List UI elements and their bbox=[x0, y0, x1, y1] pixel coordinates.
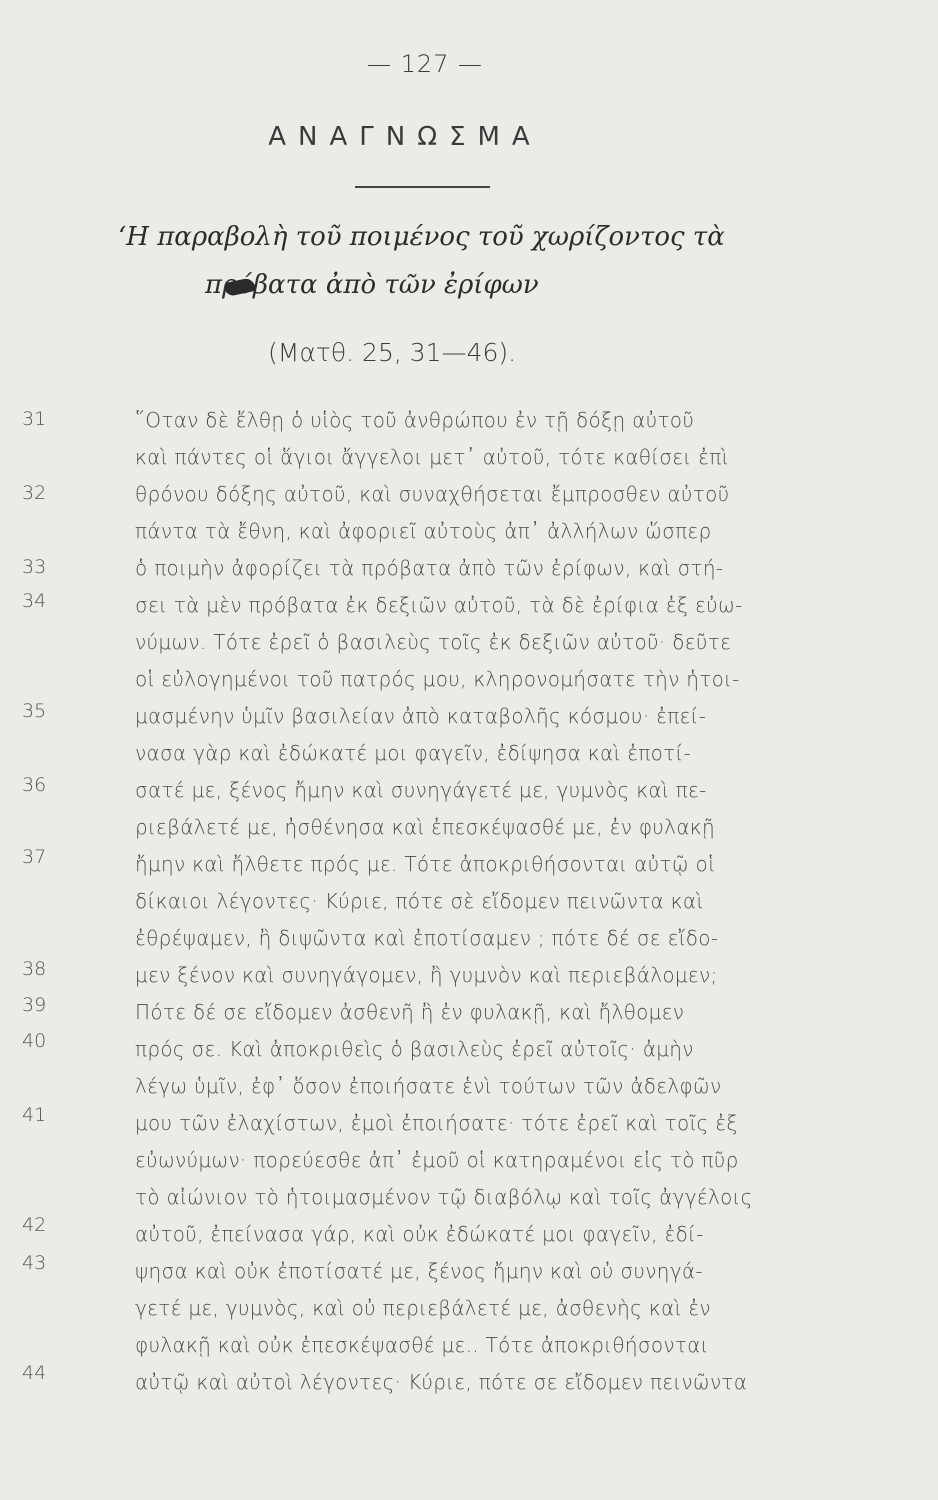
text-line: αὐτῷ καὶ αὐτοὶ λέγοντες· Κύριε, πότε σε εἴδομεν πεινῶντα bbox=[135, 1370, 748, 1394]
text-line: φυλακῇ καὶ οὐκ ἐπεσκέψασθέ με.. Τότε ἀποκριθήσονται bbox=[135, 1333, 709, 1357]
text-line: Πότε δέ σε εἴδομεν ἀσθενῆ ἢ ἐν φυλακῇ, καὶ ἤλθομεν bbox=[135, 1000, 685, 1024]
verse-number: 39 bbox=[22, 994, 47, 1016]
text-line: λέγω ὑμῖν, ἐφ᾽ ὅσον ἐποιήσατε ἑνὶ τούτων τῶν ἀδελφῶν bbox=[135, 1074, 722, 1098]
text-line: σατέ με, ξένος ἤμην καὶ συνηγάγετέ με, γυμνὸς καὶ πε- bbox=[135, 778, 707, 802]
page-number: — 127 — bbox=[366, 50, 484, 78]
text-line: οἱ εὐλογημένοι τοῦ πατρός μου, κληρονομήσατε τὴν ἡτοι- bbox=[135, 667, 740, 691]
text-line: σει τὰ μὲν πρόβατα ἐκ δεξιῶν αὐτοῦ, τὰ δὲ ἐρίφια ἐξ εὐω- bbox=[135, 593, 743, 617]
text-line: πάντα τὰ ἔθνη, καὶ ἀφοριεῖ αὐτοὺς ἀπ᾽ ἀλλήλων ὥσπερ bbox=[135, 519, 712, 543]
section-heading: ΑΝΑΓΝΩΣΜΑ bbox=[268, 122, 542, 152]
text-line: ἤμην καὶ ἤλθετε πρός με. Τότε ἀποκριθήσονται αὐτῷ οἱ bbox=[135, 852, 716, 876]
text-line: καὶ πάντες οἱ ἅγιοι ἄγγελοι μετ᾽ αὐτοῦ, τότε καθίσει ἐπὶ bbox=[135, 445, 729, 469]
text-line: μεν ξένον καὶ συνηγάγομεν, ἢ γυμνὸν καὶ περιεβάλομεν; bbox=[135, 963, 718, 987]
verse-number: 37 bbox=[22, 846, 47, 868]
text-line: ῞Οταν δὲ ἔλθῃ ὁ υἱὸς τοῦ ἀνθρώπου ἐν τῇ δόξῃ αὐτοῦ bbox=[135, 408, 695, 432]
text-line: ἐθρέψαμεν, ἢ διψῶντα καὶ ἐποτίσαμεν ; πότε δέ σε εἴδο- bbox=[135, 926, 719, 950]
text-line: νασα γὰρ καὶ ἐδώκατέ μοι φαγεῖν, ἐδίψησα καὶ ἐποτί- bbox=[135, 741, 692, 765]
title-line-2: πρόβατα ἀπὸ τῶν ἐρίφων bbox=[205, 270, 539, 300]
text-line: αὐτοῦ, ἐπείνασα γάρ, καὶ οὐκ ἐδώκατέ μοι φαγεῖν, ἐδί- bbox=[135, 1222, 704, 1246]
verse-number: 33 bbox=[22, 556, 47, 578]
text-line: πρός σε. Καὶ ἀποκριθεὶς ὁ βασιλεὺς ἐρεῖ αὐτοῖς· ἀμὴν bbox=[135, 1037, 694, 1061]
text-line: νύμων. Τότε ἐρεῖ ὁ βασιλεὺς τοῖς ἐκ δεξιῶν αὐτοῦ· δεῦτε bbox=[135, 630, 732, 654]
text-line: ὁ ποιμὴν ἀφορίζει τὰ πρόβατα ἀπὸ τῶν ἐρίφων, καὶ στή- bbox=[135, 556, 724, 580]
verse-number: 41 bbox=[22, 1104, 47, 1126]
verse-number: 32 bbox=[22, 482, 47, 504]
text-line: τὸ αἰώνιον τὸ ἡτοιμασμένον τῷ διαβόλῳ καὶ τοῖς ἀγγέλοις bbox=[135, 1185, 753, 1209]
verse-number: 35 bbox=[22, 700, 47, 722]
text-line: δίκαιοι λέγοντες· Κύριε, πότε σὲ εἴδομεν πεινῶντα καὶ bbox=[135, 889, 704, 913]
verse-number: 34 bbox=[22, 590, 47, 612]
text-line: μου τῶν ἐλαχίστων, ἐμοὶ ἐποιήσατε· τότε ἐρεῖ καὶ τοῖς ἐξ bbox=[135, 1111, 738, 1135]
title-line-1: ‘Η παραβολὴ τοῦ ποιμένος τοῦ χωρίζοντος τὰ bbox=[118, 222, 725, 252]
verse-number: 43 bbox=[22, 1252, 47, 1274]
text-line: εὐωνύμων· πορεύεσθε ἀπ᾽ ἐμοῦ οἱ κατηραμένοι εἰς τὸ πῦρ bbox=[135, 1148, 739, 1172]
verse-number: 42 bbox=[22, 1214, 47, 1236]
verse-number: 44 bbox=[22, 1362, 47, 1384]
scripture-reference: (Ματθ. 25, 31—46). bbox=[268, 338, 517, 367]
text-line: γετέ με, γυμνὸς, καὶ οὐ περιεβάλετέ με, ἀσθενὴς καὶ ἐν bbox=[135, 1296, 711, 1320]
verse-number: 40 bbox=[22, 1030, 47, 1052]
text-line: ψησα καὶ οὐκ ἐποτίσατέ με, ξένος ἤμην καὶ οὐ συνηγά- bbox=[135, 1259, 703, 1283]
verse-number: 38 bbox=[22, 958, 47, 980]
text-line: ριεβάλετέ με, ἠσθένησα καὶ ἐπεσκέψασθέ με, ἐν φυλακῇ bbox=[135, 815, 715, 839]
text-line: θρόνου δόξης αὐτοῦ, καὶ συναχθήσεται ἔμπροσθεν αὐτοῦ bbox=[135, 482, 730, 506]
verse-number: 36 bbox=[22, 774, 47, 796]
verse-number: 31 bbox=[22, 408, 47, 430]
text-line: μασμένην ὑμῖν βασιλείαν ἀπὸ καταβολῆς κόσμου· ἐπεί- bbox=[135, 704, 707, 728]
